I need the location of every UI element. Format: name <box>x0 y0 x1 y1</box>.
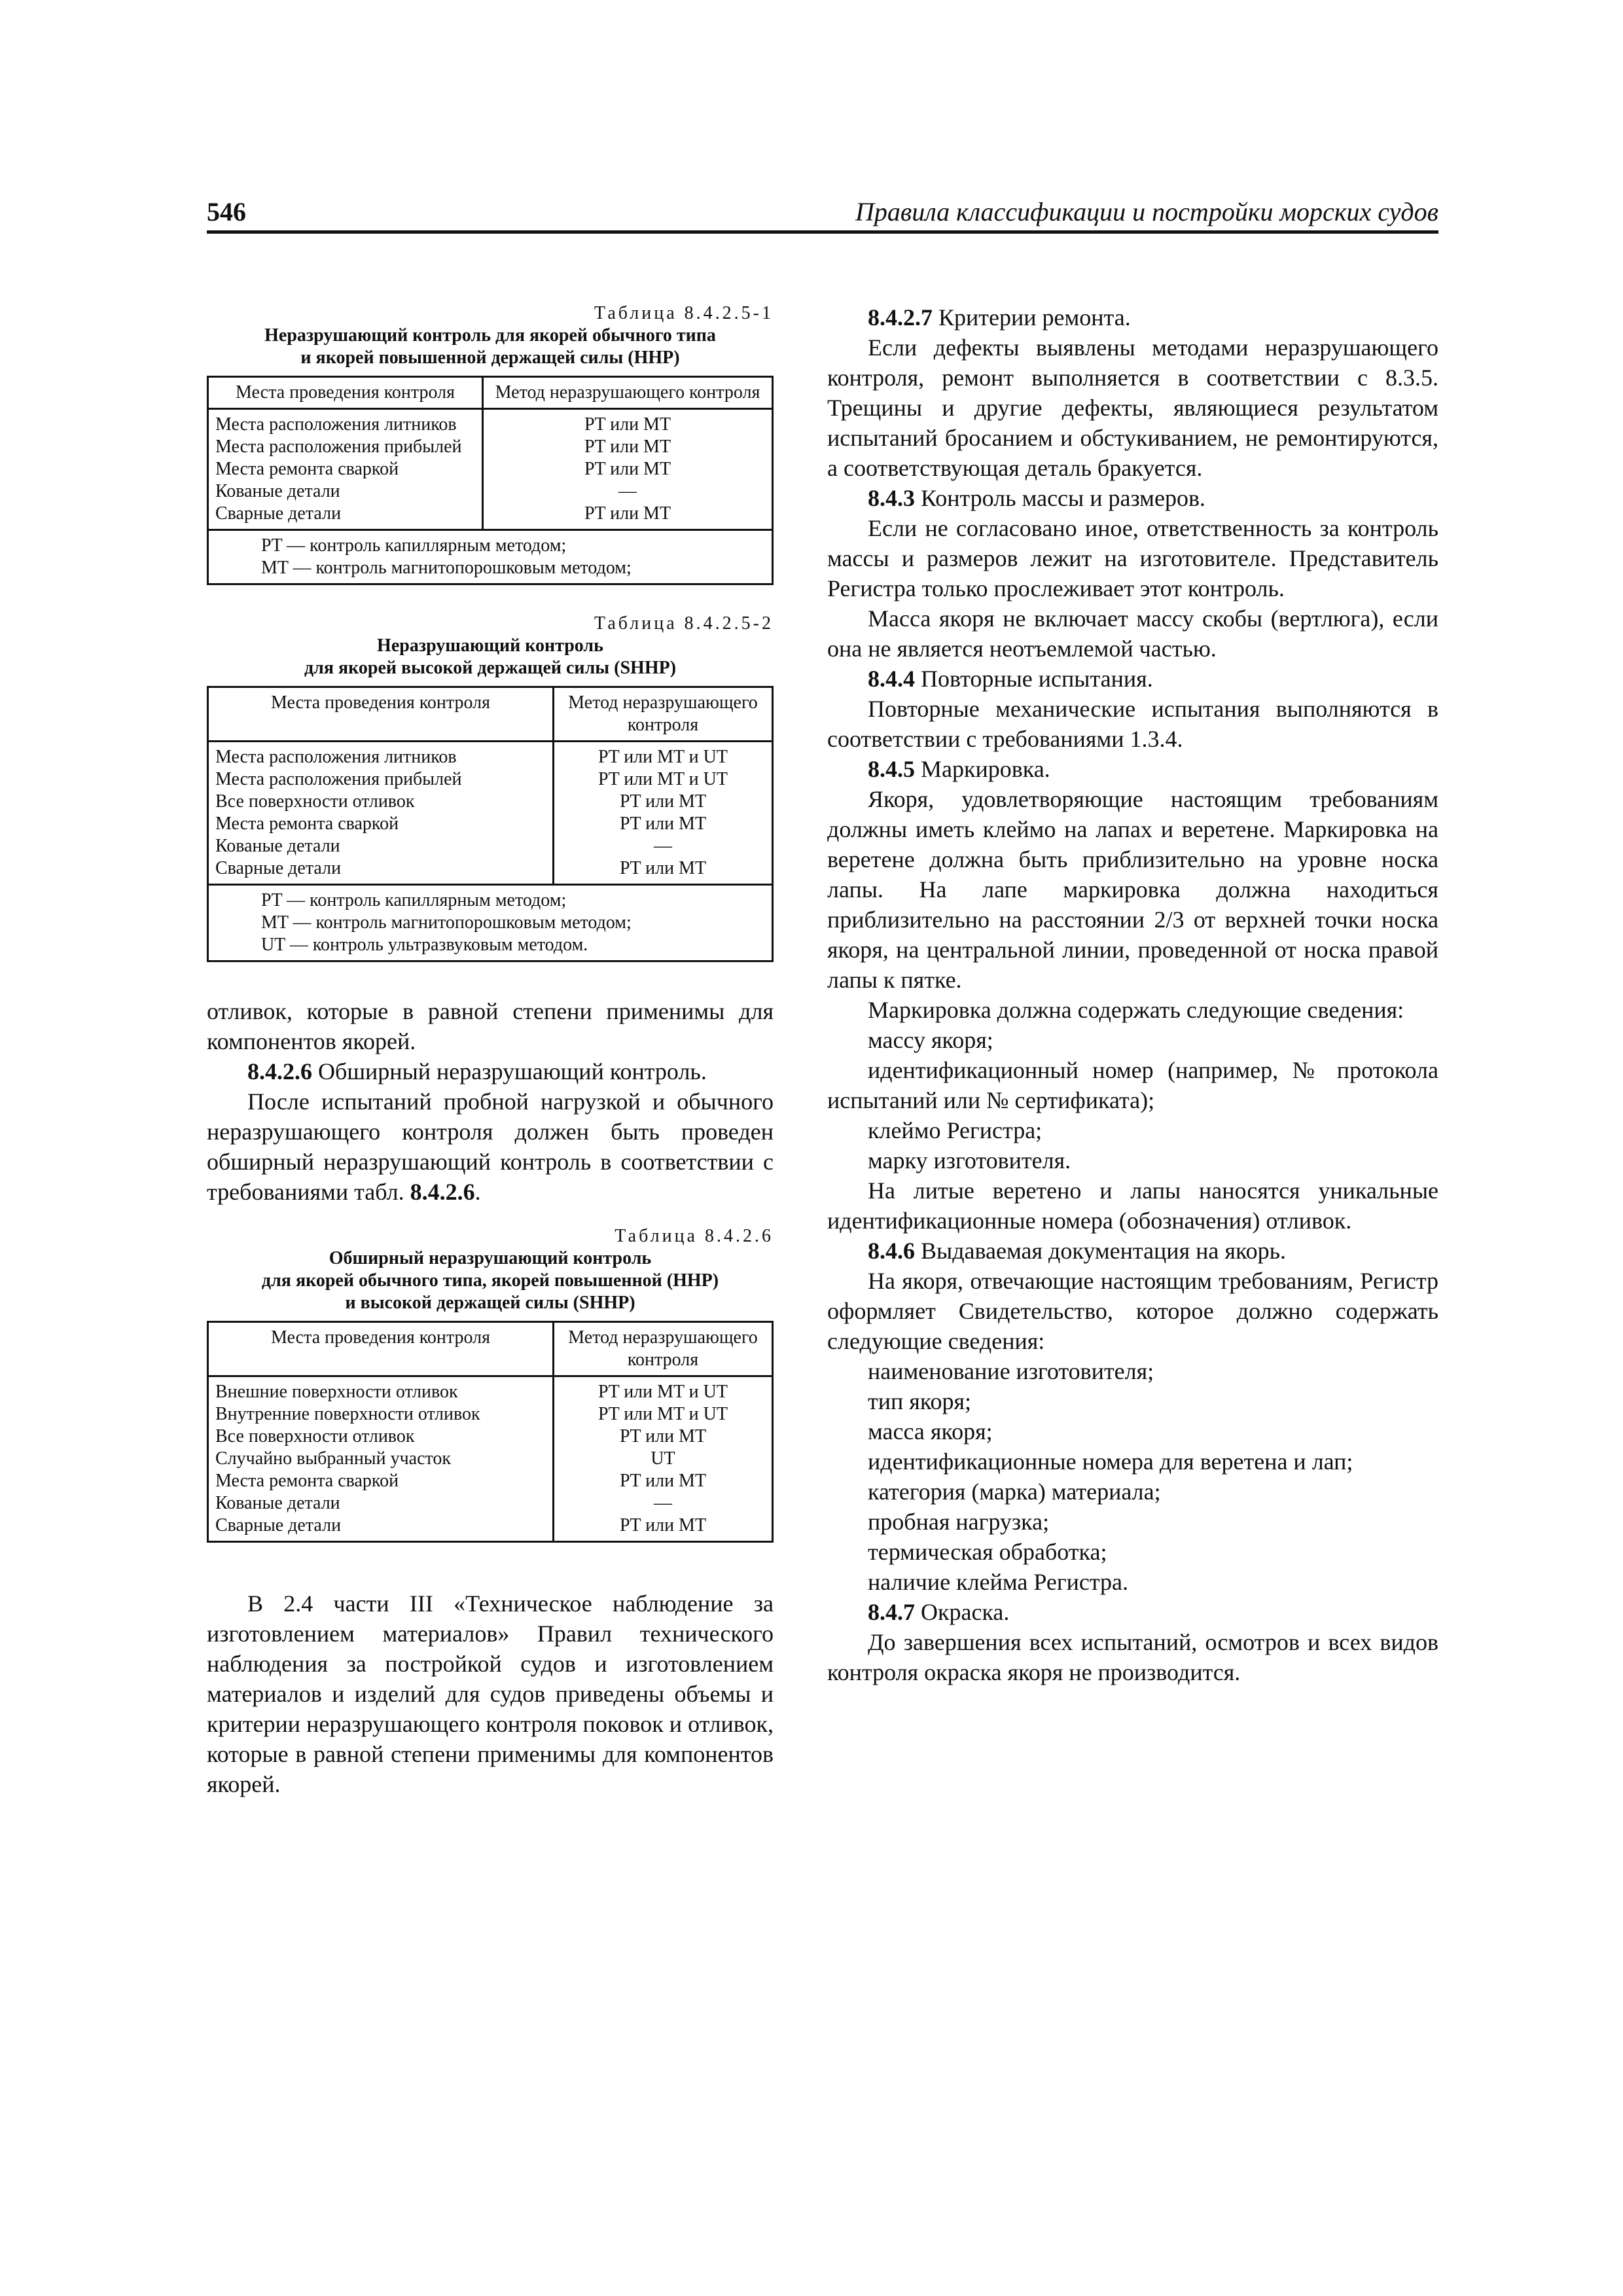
method-item: UT <box>651 1448 675 1469</box>
paragraph: Повторные механические испытания выполняются в соответствии с требованиями 1.3.4. <box>827 696 1438 752</box>
note-line: PT — контроль капиллярным методом; <box>261 890 567 910</box>
list-item: наличие клейма Регистра. <box>868 1569 1129 1595</box>
place-item: Внутренние поверхности отливок <box>215 1404 480 1424</box>
table-header-row <box>208 687 773 742</box>
table-title-line: для якорей обычного типа, якорей повышенной (ННР) <box>261 1270 719 1291</box>
paragraph: До завершения всех испытаний, осмотров и всех видов контроля окраска якоря не производится. <box>827 1629 1438 1685</box>
paragraph: Маркировка должна содержать следующие сведения: <box>868 997 1404 1023</box>
note-line: MT — контроль магнитопорошковым методом; <box>261 558 632 578</box>
paragraph: отливок, которые в равной степени применимы для компонентов якорей. <box>207 998 774 1054</box>
table-note <box>208 885 773 961</box>
place-item: Места ремонта сваркой <box>215 459 399 479</box>
table-title <box>207 1247 774 1314</box>
column-header-places: Места проведения контроля <box>208 1322 554 1376</box>
table-title <box>207 635 774 679</box>
table-title-line: для якорей высокой держащей силы (SHHP) <box>304 658 677 678</box>
column-header-method: Метод неразрушающего контроля <box>554 1322 773 1376</box>
list-item: пробная нагрузка; <box>868 1509 1050 1535</box>
method-item: PT или MT и UT <box>598 1404 728 1424</box>
header-rule <box>207 230 1438 234</box>
method-item: PT или MT <box>584 437 671 457</box>
list-item: наименование изготовителя; <box>868 1358 1154 1384</box>
place-item: Сварные детали <box>215 503 342 524</box>
page-header <box>207 196 1438 233</box>
method-item: PT или MT и UT <box>598 769 728 789</box>
list-item: масса якоря; <box>868 1418 993 1444</box>
table-number: Таблица 8.4.2.5-1 <box>594 303 774 323</box>
place-item: Места расположения прибылей <box>215 437 462 457</box>
place-item: Места расположения литников <box>215 414 457 435</box>
table-body-row <box>208 409 773 530</box>
list-item: категория (марка) материала; <box>868 1479 1161 1505</box>
method-item: PT или MT <box>584 503 671 524</box>
table-title-line: и высокой держащей силы (SHHP) <box>345 1293 635 1313</box>
table-number: Таблица 8.4.2.5-2 <box>594 613 774 634</box>
method-item: PT или MT <box>619 791 707 812</box>
methods-cell <box>554 1376 773 1542</box>
method-item: PT или MT <box>619 814 707 834</box>
table-title <box>207 325 774 369</box>
section-heading: 8.4.4 Повторные испытания. <box>868 666 1153 692</box>
section-heading: 8.4.2.7 Критерии ремонта. <box>868 304 1131 331</box>
method-item: PT или MT и UT <box>598 747 728 767</box>
table-note-row <box>208 885 773 961</box>
method-item: — <box>654 836 672 856</box>
list-item: массу якоря; <box>868 1027 993 1053</box>
table-header-row <box>208 1322 773 1376</box>
page-number: 546 <box>207 197 246 226</box>
place-item: Все поверхности отливок <box>215 791 415 812</box>
list-item: идентификационный номер (например, № протокола испытаний или № сертификата); <box>827 1057 1438 1113</box>
method-item: — <box>654 1493 672 1513</box>
section-heading: 8.4.2.6 Обширный неразрушающий контроль. <box>247 1058 707 1085</box>
place-item: Сварные детали <box>215 1515 342 1535</box>
place-item: Кованые детали <box>215 1493 340 1513</box>
method-item: PT или MT <box>619 858 707 878</box>
methods-cell <box>483 409 773 530</box>
note-line: MT — контроль магнитопорошковым методом; <box>261 912 632 933</box>
method-item: PT или MT <box>584 414 671 435</box>
paragraph: Если не согласовано иное, ответственность за контроль массы и размеров лежит на изготовителе. Представитель Регистра только прослеживает этот контроль. <box>827 515 1438 601</box>
paragraph: В 2.4 части III «Техническое наблюдение за изготовлением материалов» Правил технического наблюдения за постройкой судов и изготовлением материалов и изделий для судов приведены объемы и критерии неразрушающего контроля поковок и отливок, которые в равной степени применимы для компонентов якорей. <box>207 1590 774 1797</box>
paragraph: Если дефекты выявлены методами неразрушающего контроля, ремонт выполняется в соответствии с 8.3.5. Трещины и другие дефекты, являющиеся результатом испытаний бросанием и обстукиванием, не ремонтируются, а соответствующая деталь бракуется. <box>827 334 1438 481</box>
place-item: Кованые детали <box>215 481 340 501</box>
ndt-table <box>207 1321 774 1543</box>
method-item: PT или MT <box>619 1471 707 1491</box>
place-item: Случайно выбранный участок <box>215 1448 452 1469</box>
place-item: Внешние поверхности отливок <box>215 1382 458 1402</box>
places-cell <box>208 409 483 530</box>
table-title-line: и якорей повышенной держащей силы (ННР) <box>300 348 680 368</box>
method-item: PT или MT <box>619 1515 707 1535</box>
table-number: Таблица 8.4.2.6 <box>615 1226 774 1246</box>
list-item: термическая обработка; <box>868 1539 1107 1565</box>
paragraph: На литые веретено и лапы наносятся уникальные идентификационные номера (обозначения) отливок. <box>827 1177 1438 1234</box>
column-header-method: Метод неразрушающего контроля <box>554 687 773 742</box>
table-block-1 <box>207 302 774 585</box>
method-item: — <box>618 481 637 501</box>
method-item: PT или MT и UT <box>598 1382 728 1402</box>
left-text-b <box>207 1588 774 1799</box>
section-heading: 8.4.5 Маркировка. <box>868 756 1050 782</box>
column-header-method: Метод неразрушающего контроля <box>483 377 773 409</box>
section-heading: 8.4.6 Выдаваемая документация на якорь. <box>868 1238 1287 1264</box>
table-title-line: Неразрушающий контроль <box>377 636 603 656</box>
ndt-table <box>207 376 774 585</box>
paragraph: На якоря, отвечающие настоящим требованиям, Регистр оформляет Свидетельство, которое должно содержать следующие сведения: <box>827 1268 1438 1354</box>
paragraph: После испытаний пробной нагрузкой и обычного неразрушающего контроля должен быть проведен обширный неразрушающий контроль в соответствии с требованиями табл. 8.4.2.6. <box>207 1088 774 1205</box>
note-line: PT — контроль капиллярным методом; <box>261 535 567 556</box>
place-item: Места расположения литников <box>215 747 457 767</box>
ndt-table <box>207 686 774 962</box>
column-header-places: Места проведения контроля <box>208 687 554 742</box>
table-title-line: Неразрушающий контроль для якорей обычного типа <box>264 325 716 346</box>
methods-cell <box>554 742 773 885</box>
paragraph: Масса якоря не включает массу скобы (вертлюга), если она не является неотъемлемой частью. <box>827 605 1438 662</box>
table-block-2 <box>207 613 774 962</box>
table-note-row <box>208 530 773 584</box>
section-heading: 8.4.7 Окраска. <box>868 1599 1010 1625</box>
table-block-3 <box>207 1225 774 1543</box>
table-body-row <box>208 742 773 885</box>
left-column <box>207 302 774 1799</box>
places-cell <box>208 742 554 885</box>
place-item: Места ремонта сваркой <box>215 814 399 834</box>
table-title-line: Обширный неразрушающий контроль <box>329 1248 652 1268</box>
right-column <box>827 302 1438 1687</box>
table-body-row <box>208 1376 773 1542</box>
section-heading: 8.4.3 Контроль массы и размеров. <box>868 485 1205 511</box>
places-cell <box>208 1376 554 1542</box>
list-item: тип якоря; <box>868 1388 972 1414</box>
place-item: Сварные детали <box>215 858 342 878</box>
place-item: Кованые детали <box>215 836 340 856</box>
table-header-row <box>208 377 773 409</box>
list-item: идентификационные номера для веретена и лап; <box>868 1448 1353 1475</box>
paragraph: Якоря, удовлетворяющие настоящим требованиям должны иметь клеймо на лапах и веретене. Маркировка на веретене должна быть приблизительно на уровне носка лапы. На лапе маркировка должна находиться приблизительно на расстоянии 2/3 от верхней точки носка якоря, на центральной линии, проведенной от носка правой лапы к пятке. <box>827 786 1438 993</box>
note-line: UT — контроль ультразвуковым методом. <box>261 935 588 955</box>
list-item: клеймо Регистра; <box>868 1117 1043 1143</box>
place-item: Все поверхности отливок <box>215 1426 415 1446</box>
method-item: PT или MT <box>584 459 671 479</box>
table-note <box>208 530 773 584</box>
column-header-places: Места проведения контроля <box>208 377 483 409</box>
method-item: PT или MT <box>619 1426 707 1446</box>
list-item: марку изготовителя. <box>868 1147 1071 1174</box>
left-text-a <box>207 996 774 1207</box>
place-item: Места расположения прибылей <box>215 769 462 789</box>
running-title: Правила классификации и постройки морских судов <box>855 197 1438 226</box>
place-item: Места ремонта сваркой <box>215 1471 399 1491</box>
